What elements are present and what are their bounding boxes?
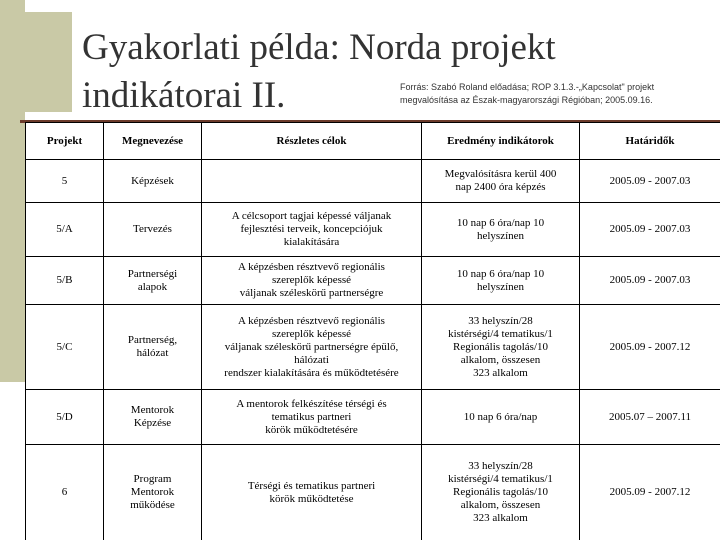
line: 10 nap 6 óra/nap: [463, 410, 538, 423]
table-row: [26, 445, 720, 540]
table-row: [26, 305, 720, 390]
cell-celok: [202, 203, 422, 257]
cell-celok: [202, 445, 422, 540]
line: 33 helyszín/28: [468, 460, 533, 472]
cell-celok: [202, 257, 422, 305]
line: kistérségi/4 tematikus/1: [448, 473, 553, 485]
cell-celok: [202, 390, 422, 445]
line: A mentorok felkészítése térségi és: [236, 397, 387, 410]
line: nap 2400 óra képzés: [455, 181, 546, 193]
line: 33 helyszín/28: [468, 314, 533, 327]
line: alkalom, összesen: [460, 499, 541, 511]
line: Térségi és tematikus partneri: [247, 479, 376, 492]
cell-hatarido: 2005.07 – 2007.11: [580, 390, 720, 445]
source-note: [400, 81, 720, 107]
header-hatarido: Határidők: [580, 123, 720, 160]
cell-celok: [202, 160, 422, 203]
header-eredmeny: Eredmény indikátorok: [422, 123, 580, 160]
cell-eredmeny: [422, 305, 580, 390]
cell-megnevezes: [104, 305, 202, 390]
line: tematikus partneri: [271, 410, 352, 423]
line: alapok: [137, 280, 168, 293]
table-row: [26, 203, 720, 257]
line: rendszer kialakítására és működtetésére: [224, 366, 399, 379]
page-title-line-1: Gyakorlati példa: Norda projekt: [82, 27, 556, 68]
cell-projekt: 6: [26, 445, 104, 540]
cell-eredmeny: [422, 390, 580, 445]
table-row: [26, 257, 720, 305]
table-row: [26, 390, 720, 445]
cell-projekt: 5/D: [26, 390, 104, 445]
line: váljanak széleskörű partnerségre: [239, 287, 384, 299]
line: váljanak széleskörű partnerségre épülő,: [224, 340, 399, 353]
cell-projekt: 5/A: [26, 203, 104, 257]
header-megnevezes: Megnevezése: [104, 123, 202, 160]
cell-hatarido: 2005.09 - 2007.03: [580, 160, 720, 203]
source-note-line-1: Forrás: Szabó Roland előadása; ROP 3.1.3.-„Kapcsolat" projekt: [400, 82, 655, 92]
header-projekt: Projekt: [26, 123, 104, 160]
cell-hatarido: 2005.09 - 2007.03: [580, 257, 720, 305]
line: A célcsoport tagjai képessé váljanak: [231, 210, 392, 222]
cell-megnevezes: Képzések: [104, 160, 202, 203]
cell-hatarido: 2005.09 - 2007.03: [580, 203, 720, 257]
cell-projekt: 5: [26, 160, 104, 203]
cell-megnevezes: [104, 390, 202, 445]
header-celok: Részletes célok: [202, 123, 422, 160]
line: 10 nap 6 óra/nap 10: [456, 216, 545, 229]
line: kistérségi/4 tematikus/1: [448, 327, 553, 340]
cell-projekt: 5/B: [26, 257, 104, 305]
cell-eredmeny: [422, 257, 580, 305]
cell-megnevezes: [104, 203, 202, 257]
cell-hatarido: 2005.09 - 2007.12: [580, 445, 720, 540]
indicator-table: [25, 122, 720, 540]
line: Mentorok: [130, 404, 175, 416]
cell-eredmeny: [422, 203, 580, 257]
cell-celok: [202, 305, 422, 390]
line: fejlesztési terveik, koncepciójuk: [240, 223, 383, 235]
line: Regionális tagolás/10: [452, 340, 548, 353]
table-row: [26, 160, 720, 203]
page-title-line-2: indikátorai II.: [82, 75, 286, 116]
cell-eredmeny: [422, 160, 580, 203]
line: 323 alkalom: [473, 366, 528, 379]
line: 10 nap 6 óra/nap 10: [456, 267, 545, 280]
line: Tervezés: [133, 223, 172, 235]
line: Program: [133, 473, 172, 485]
cell-megnevezes: [104, 445, 202, 540]
line: Képzése: [133, 417, 172, 429]
line: hálózat: [136, 347, 169, 359]
line: A képzésben résztvevő regionális: [238, 314, 385, 327]
decorative-title-square: [8, 12, 72, 112]
source-note-line-2: megvalósítása az Észak-magyarországi Régióban; 2005.09.16.: [400, 95, 653, 105]
cell-eredmeny: [422, 445, 580, 540]
line: működése: [130, 499, 175, 511]
cell-megnevezes: [104, 257, 202, 305]
line: alkalom, összesen: [460, 353, 541, 366]
line: hálózati: [294, 353, 329, 366]
line: Megvalósításra kerül 400: [444, 168, 557, 180]
line: helyszínen: [476, 229, 525, 242]
line: Partnerségi: [127, 267, 178, 280]
line: körök működtetése: [269, 492, 354, 505]
line: Mentorok: [130, 486, 175, 498]
line: 323 alkalom: [473, 512, 528, 524]
line: szereplők képessé: [271, 327, 352, 340]
line: körök működtetésére: [265, 423, 358, 436]
line: A képzésben résztvevő regionális: [238, 261, 385, 273]
line: kialakítására: [283, 236, 340, 248]
table-header-row: [26, 123, 720, 160]
line: helyszínen: [476, 280, 525, 293]
cell-projekt: 5/C: [26, 305, 104, 390]
cell-hatarido: 2005.09 - 2007.12: [580, 305, 720, 390]
line: Regionális tagolás/10: [452, 486, 548, 498]
line: szereplők képessé: [271, 274, 352, 286]
line: Partnerség,: [127, 334, 178, 346]
